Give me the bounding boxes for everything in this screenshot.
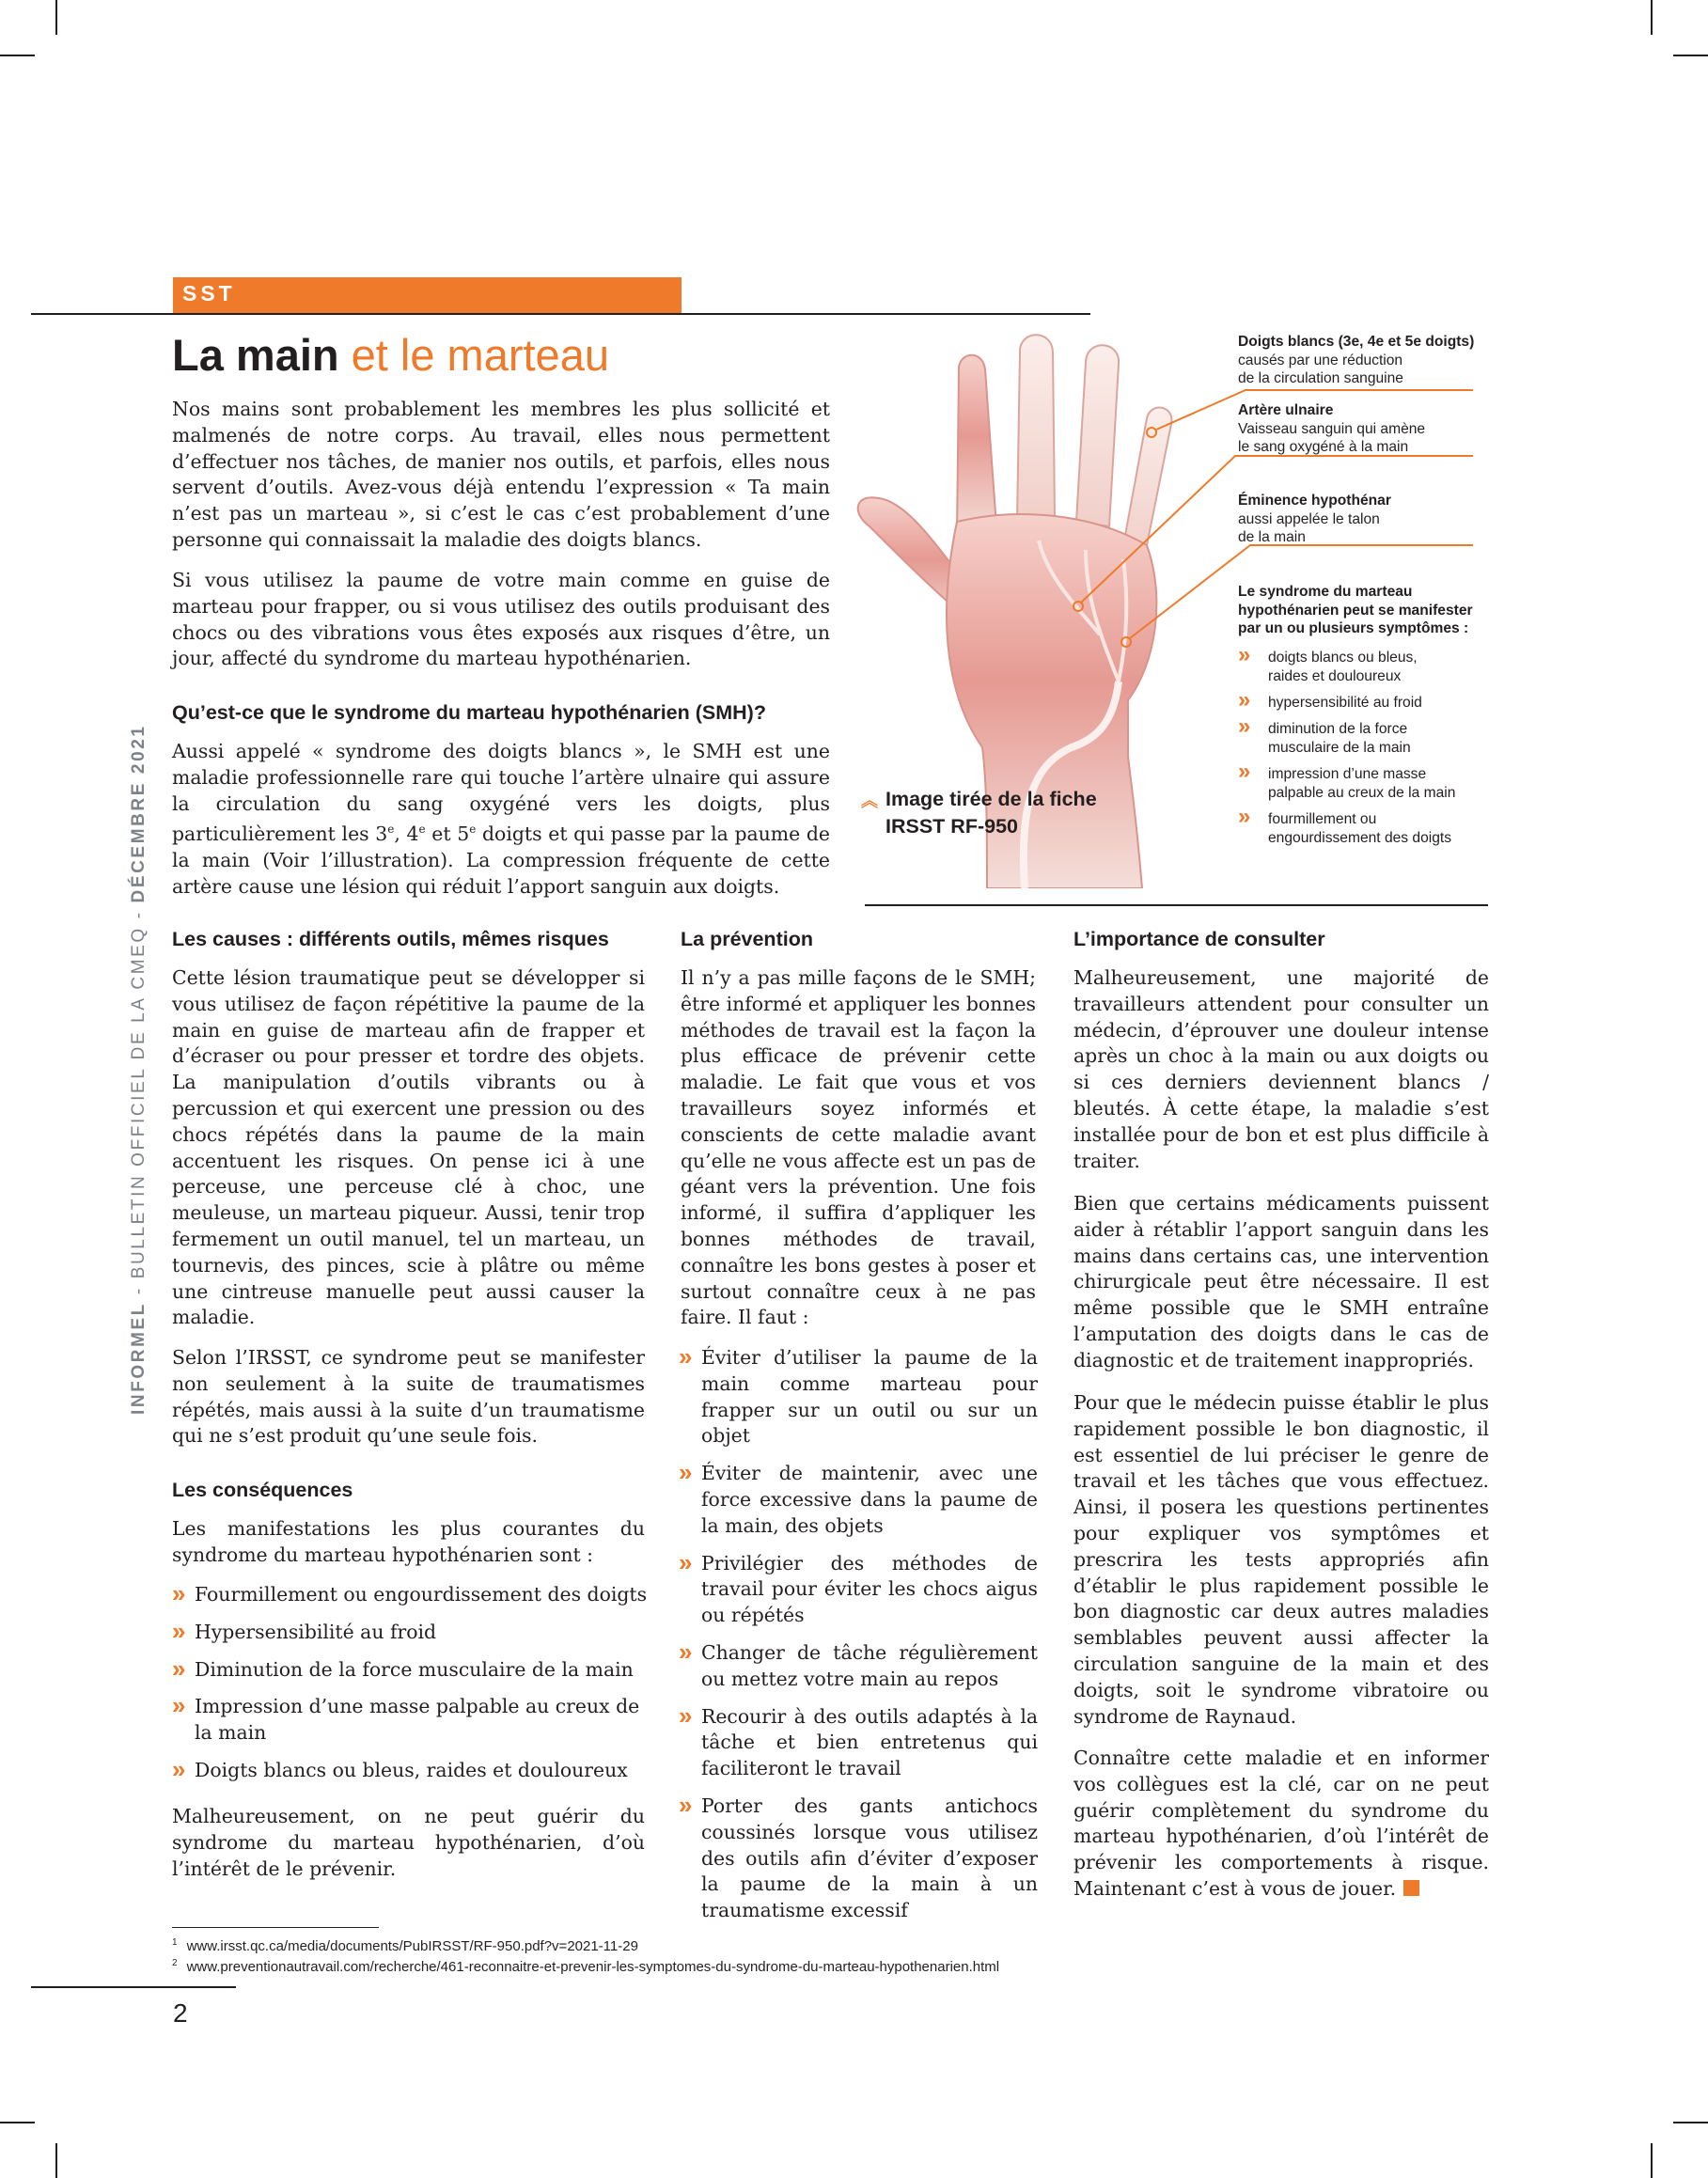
middle-finger bbox=[1017, 335, 1055, 522]
end-square-icon bbox=[1403, 1880, 1419, 1896]
consequences-list bbox=[172, 1579, 651, 1795]
chevron-right-icon: » bbox=[679, 1342, 693, 1371]
footnote-1 bbox=[172, 1937, 638, 1954]
sup: e bbox=[387, 823, 395, 837]
intro-paragraph-1: Nos mains sont probablement les membres les plus sollicité et malmenés de notre corps. Au travail, elles nous permettent d’effectuer nos tâches, de manier nos outils, et parfois, elles nous servent d’outils. Avez-vous déjà entendu l’expression « Ta main n’est pas un marteau », si c’est le cas c’est probablement d’une personne qui connaissait la maladie des doigts blancs. bbox=[172, 398, 830, 551]
chevron-right-icon: » bbox=[679, 1700, 693, 1730]
callout-line: aussi appelée le talon bbox=[1238, 510, 1380, 527]
sidebar-rest: - BULLETIN OFFICIEL DE LA CMEQ - bbox=[129, 902, 149, 1302]
list-item bbox=[679, 1342, 1038, 1449]
crop-mark bbox=[55, 2143, 57, 2178]
page-number: 2 bbox=[173, 1998, 188, 2028]
symptom-item bbox=[1238, 759, 1520, 803]
causes-paragraph-1: Cette lésion traumatique peut se développer si vous utilisez de façon répétitive la paume de la main en guise de marteau afin de frapper et d’écraser ou pour presser et tordre des objets. La manipulation d’outils vibrants ou à percussion et qui exercent une pression ou des chocs répétés dans la paume de la main accentuent les risques. On pense ici à une perceuse, une perceuse clé à choc, une meuleuse, un marteau piqueur. Aussi, tenir trop fermement un outil manuel, tel un marteau, un tournevis, des pinces, scie à plâtre ou même une cintreuse manuelle peut aussi causer la maladie. bbox=[172, 966, 645, 1329]
consulter-paragraph-4 bbox=[1073, 1746, 1489, 1903]
list-item-text: Hypersensibilité au froid bbox=[195, 1620, 437, 1643]
callout-artere-ulnaire bbox=[1238, 401, 1425, 457]
callout-line: de la circulation sanguine bbox=[1238, 370, 1403, 386]
footer-rule bbox=[31, 1986, 236, 1988]
list-item-text: Fourmillement ou engourdissement des doigts bbox=[195, 1583, 648, 1606]
symptom-line: musculaire de la main bbox=[1268, 740, 1411, 756]
footnote-number: 2 bbox=[172, 1958, 178, 1968]
consulter-heading: L’importance de consulter bbox=[1073, 928, 1325, 950]
crop-mark bbox=[1651, 0, 1653, 35]
caption-line: Image tirée de la fiche bbox=[885, 788, 1097, 810]
symptoms-heading-line: hypothénarien peut se manifester bbox=[1238, 602, 1473, 619]
callout-line: Vaisseau sanguin qui amène bbox=[1238, 420, 1426, 437]
footnote-rule bbox=[172, 1927, 379, 1928]
symptom-item bbox=[1238, 642, 1520, 686]
list-item-text: Éviter d’utiliser la paume de la main comme marteau pour frapper sur un outil ou sur un objet bbox=[701, 1346, 1038, 1448]
footnote-number: 1 bbox=[172, 1937, 178, 1948]
callout-line: le sang oxygéné à la main bbox=[1238, 439, 1409, 455]
symptom-line: palpable au creux de la main bbox=[1268, 785, 1456, 801]
ring-finger bbox=[1076, 345, 1119, 526]
smh-text-c: et 5 bbox=[425, 823, 470, 846]
intro-paragraph-2: Si vous utilisez la paume de votre main comme en guise de marteau pour frapper, ou si vous utilisez des outils produisant des chocs ou des vibrations vous êtes exposés aux risques d’être, un jour, affecté du syndrome du marteau hypothénarien. bbox=[172, 569, 830, 670]
symptom-line: doigts blancs ou bleus, bbox=[1268, 650, 1418, 666]
prevention-paragraph: Il n’y a pas mille façons de le SMH; être informé et appliquer les bonnes méthodes de travail est la façon la plus efficace de prévenir cette maladie. Le fait que vous et vos travailleurs soyez informés et conscients de cette maladie avant qu’elle ne vous affecte est un pas de géant vers la prévention. Une fois informé, il suffira d’appliquer les bonnes méthodes de travail, connaître les bons gestes à poser et surtout connaître ceux à ne pas faire. Il faut : bbox=[681, 966, 1036, 1329]
chevron-right-icon: » bbox=[172, 1754, 186, 1783]
consequences-paragraph: Les manifestations les plus courantes du syndrome du marteau hypothénarien sont : bbox=[172, 1517, 645, 1566]
section-tag: SST bbox=[173, 277, 682, 313]
symptom-line: impression d’une masse bbox=[1268, 766, 1427, 782]
vertical-sidebar-label bbox=[129, 724, 149, 1415]
consulter-paragraph-3: Pour que le médecin puisse établir le plus rapidement possible le bon diagnostic, il est essentiel de lui préciser le genre de travail et les tâches que vous effectuez. Ainsi, il posera les questions pertinentes pour expliquer vos symptômes et prescrira les tests appropriés afin d’établir le plus rapidement possible le bon diagnostic car deux autres maladies semblables peuvent aussi affecter la circulation sanguine de la main et des doigts, soit le syndrome vibratoire ou syndrome de Raynaud. bbox=[1073, 1391, 1489, 1728]
symptoms-list bbox=[1238, 642, 1520, 855]
chevron-right-icon: » bbox=[679, 1547, 693, 1576]
chevron-right-icon: » bbox=[172, 1616, 186, 1645]
chevron-right-icon: » bbox=[679, 1637, 693, 1666]
chevron-right-icon: » bbox=[1238, 642, 1251, 667]
list-item bbox=[679, 1458, 1038, 1539]
callout-title: Doigts blancs (3e, 4e et 5e doigts) bbox=[1238, 334, 1475, 350]
causes-paragraph-2: Selon l’IRSST, ce syndrome peut se manifester non seulement à la suite de traumatismes répétés, mais aussi à la suite d’un traumatisme qui ne s’est produit qu’une seule fois. bbox=[172, 1346, 645, 1448]
illustration-rule bbox=[865, 904, 1488, 906]
smh-text-d: doigts et qui passe par la paume de la main (Voir l’illustration). La compression fréquente de cette artère cause une lésion qui réduit l’apport sanguin aux doigts. bbox=[172, 823, 830, 898]
sup: e bbox=[418, 823, 426, 837]
footnote-link[interactable]: www.preventionautravail.com/recherche/461-reconnaitre-et-prevenir-les-symptomes-du-syndrome-du-marteau-hypothenarien.html bbox=[186, 1959, 1000, 1975]
sidebar-bold: INFORMEL bbox=[129, 1301, 149, 1415]
index-finger bbox=[957, 355, 996, 536]
smh-text-b: , 4 bbox=[394, 823, 419, 846]
symptom-line: fourmillement ou bbox=[1268, 811, 1377, 827]
page-title bbox=[172, 329, 609, 381]
chevron-right-icon: » bbox=[172, 1653, 186, 1683]
callout-title: Éminence hypothénar bbox=[1238, 493, 1391, 509]
caption-line: IRSST RF-950 bbox=[885, 815, 1018, 838]
callout-title: Artère ulnaire bbox=[1238, 402, 1334, 418]
sup: e bbox=[469, 823, 477, 837]
chevron-up-icon: ︽ bbox=[861, 791, 878, 810]
symptom-item bbox=[1238, 687, 1520, 713]
crop-mark bbox=[55, 0, 57, 35]
list-item-text: Porter des gants antichocs coussinés lorsque vous utilisez des outils afin d’éviter d’exposer la paume de la main à un traumatisme excessif bbox=[701, 1794, 1038, 1922]
list-item-text: Diminution de la force musculaire de la main bbox=[195, 1657, 634, 1681]
chevron-right-icon: » bbox=[679, 1790, 693, 1819]
list-item-text: Éviter de maintenir, avec une force excessive dans la paume de la main, des objets bbox=[701, 1462, 1038, 1537]
list-item bbox=[172, 1616, 651, 1646]
list-item bbox=[172, 1754, 651, 1784]
prevention-heading: La prévention bbox=[681, 928, 813, 950]
symptoms-heading bbox=[1238, 583, 1473, 638]
chevron-right-icon: » bbox=[1238, 687, 1251, 713]
prevention-list bbox=[679, 1342, 1038, 1935]
symptom-line: raides et douloureux bbox=[1268, 668, 1402, 684]
symptom-line: engourdissement des doigts bbox=[1268, 830, 1452, 846]
callout-line: causés par une réduction bbox=[1238, 352, 1403, 368]
illustration-caption bbox=[861, 786, 1097, 840]
causes-heading: Les causes : différents outils, mêmes risques bbox=[172, 928, 609, 950]
consulter-paragraph-2: Bien que certains médicaments puissent aider à rétablir l’apport sanguin dans les mains dans certains cas, une intervention chirurgicale peut être nécessaire. Il est même possible que le SMH entraîne l’amputation des doigts dans le cas de diagnostic et de traitement inappropriés. bbox=[1073, 1192, 1489, 1371]
list-item bbox=[172, 1653, 651, 1684]
title-rest: et le marteau bbox=[338, 330, 609, 380]
list-item bbox=[679, 1637, 1038, 1693]
chevron-right-icon: » bbox=[172, 1691, 186, 1720]
consulter-text: Connaître cette maladie et en informer vos collègues est la clé, car on ne peut guérir complètement du syndrome du marteau hypothénarien, d’où l’intérêt de prévenir les comportements à risque. Maintenant c’est à vous de jouer. bbox=[1073, 1747, 1489, 1900]
consequences-conclusion: Malheureusement, on ne peut guérir du syndrome du marteau hypothénarien, d’où l’intérêt de le prévenir. bbox=[172, 1805, 645, 1880]
list-item-text: Changer de tâche régulièrement ou mettez votre main au repos bbox=[701, 1640, 1038, 1690]
chevron-right-icon: » bbox=[1238, 759, 1251, 784]
crop-mark bbox=[1651, 2143, 1653, 2178]
symptom-line: hypersensibilité au froid bbox=[1268, 695, 1422, 711]
list-item bbox=[172, 1691, 651, 1747]
smh-paragraph bbox=[172, 739, 830, 901]
list-item bbox=[172, 1579, 651, 1608]
callout-doigts-blancs bbox=[1238, 333, 1474, 388]
symptom-item bbox=[1238, 804, 1520, 848]
list-item-text: Impression d’une masse palpable au creux de la main bbox=[195, 1695, 640, 1745]
chevron-right-icon: » bbox=[172, 1579, 186, 1607]
list-item-text: Doigts blancs ou bleus, raides et douloureux bbox=[195, 1758, 628, 1781]
symptom-line: diminution de la force bbox=[1268, 721, 1408, 737]
crop-mark bbox=[0, 55, 35, 56]
list-item bbox=[679, 1700, 1038, 1782]
list-item bbox=[679, 1547, 1038, 1629]
footnote-2 bbox=[172, 1958, 999, 1975]
title-bold: La main bbox=[172, 330, 339, 380]
smh-text-a: Aussi appelé « syndrome des doigts blancs », le SMH est une maladie professionnelle rare qui touche l’artère ulnaire qui assure la circulation du sang oxygéné vers les doigts, plus particulièrement les 3 bbox=[172, 740, 830, 846]
footnote-link[interactable]: www.irsst.qc.ca/media/documents/PubIRSST/RF-950.pdf?v=2021-11-29 bbox=[186, 1938, 638, 1954]
chevron-right-icon: » bbox=[1238, 713, 1251, 739]
crop-mark bbox=[0, 2122, 35, 2123]
consequences-heading: Les conséquences bbox=[172, 1479, 353, 1501]
crop-mark bbox=[1673, 55, 1708, 56]
chevron-right-icon: » bbox=[1238, 804, 1251, 829]
chevron-right-icon: » bbox=[679, 1458, 693, 1487]
callout-eminence bbox=[1238, 492, 1391, 547]
smh-heading: Qu’est-ce que le syndrome du marteau hypothénarien (SMH)? bbox=[172, 701, 766, 724]
list-item-text: Recourir à des outils adaptés à la tâche et bien entretenus qui faciliteront le travail bbox=[701, 1704, 1038, 1780]
symptoms-heading-line: par un ou plusieurs symptômes : bbox=[1238, 620, 1469, 636]
list-item-text: Privilégier des méthodes de travail pour éviter les chocs aigus ou répétés bbox=[701, 1551, 1038, 1627]
header-rule bbox=[31, 313, 1090, 315]
consulter-paragraph-1: Malheureusement, une majorité de travailleurs attendent pour consulter un médecin, d’éprouver une douleur intense après un choc à la main ou aux doigts ou si ces derniers deviennent blancs / bleutés. À cette étape, la maladie s’est installée pour de bon et est plus difficile à traiter. bbox=[1073, 966, 1489, 1172]
sidebar-date: DÉCEMBRE 2021 bbox=[129, 724, 149, 903]
list-item bbox=[679, 1790, 1038, 1924]
crop-mark bbox=[1673, 2122, 1708, 2123]
symptom-item bbox=[1238, 713, 1520, 758]
callout-line: de la main bbox=[1238, 529, 1306, 545]
symptoms-heading-line: Le syndrome du marteau bbox=[1238, 584, 1413, 600]
